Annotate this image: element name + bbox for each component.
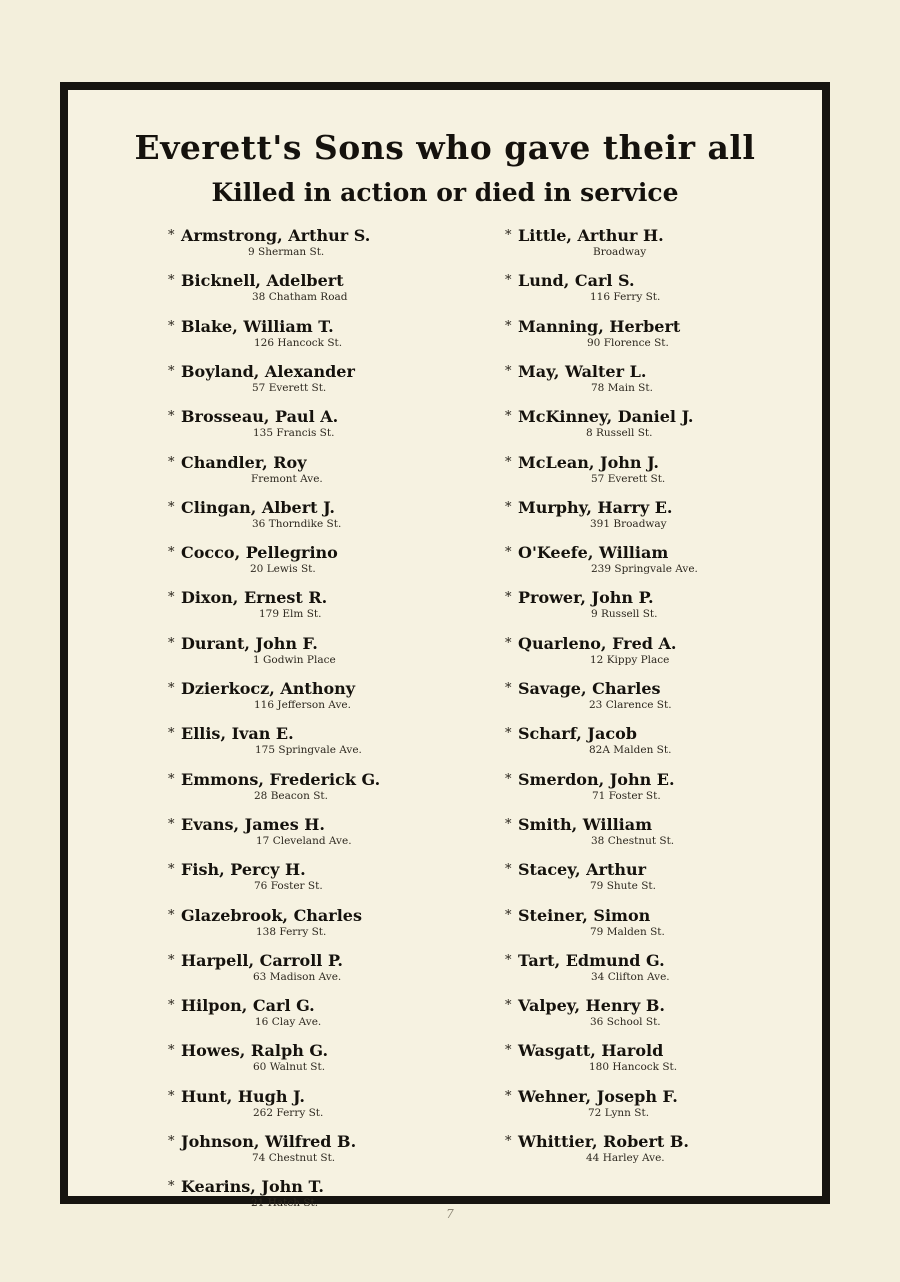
entry-name: Prower, John P. [518,588,654,608]
entry-name: Howes, Ralph G. [181,1041,329,1061]
list-item [168,362,498,402]
asterisk-icon: * [168,907,175,923]
entry-name: Murphy, Harry E. [518,497,673,517]
asterisk-icon: * [168,1088,175,1104]
asterisk-icon: * [505,726,512,742]
list-item [168,588,498,628]
asterisk-icon: * [168,499,175,515]
entry-address: 138 Ferry St. [256,925,327,938]
list-item [505,815,835,855]
entry-name: McLean, John J. [518,452,659,472]
entry-name: Johnson, Wilfred B. [181,1132,357,1151]
asterisk-icon: * [505,273,512,289]
entry-address: 8 Russell St. [586,427,653,440]
list-item [168,498,498,538]
entry-address: 63 Madison Ave. [253,970,342,983]
list-item [505,1087,835,1127]
asterisk-icon: * [505,409,512,425]
entry-name: Armstrong, Arthur S. [181,226,371,245]
list-item [168,271,498,311]
list-item [505,951,835,991]
entry-name: Harpell, Carroll P. [181,950,343,970]
entry-address: 126 Hancock St. [254,336,343,349]
list-item [168,634,498,674]
asterisk-icon: * [168,816,175,832]
entry-name: Little, Arthur H. [518,226,664,245]
entry-name: Boyland, Alexander [181,361,355,381]
entry-name: Wasgatt, Harold [518,1041,664,1061]
entry-name: May, Walter L. [518,361,647,381]
entry-name: Ellis, Ivan E. [181,724,294,744]
asterisk-icon: * [505,228,512,243]
asterisk-icon: * [505,862,512,878]
list-item [168,724,498,764]
entry-address: 72 Lynn St. [588,1106,650,1119]
list-item [168,1087,498,1127]
list-item [168,1041,498,1081]
list-item [168,906,498,946]
entry-name: Scharf, Jacob [518,724,637,744]
entry-address: 9 Sherman St. [248,246,325,258]
entry-name: Whittier, Robert B. [518,1132,689,1151]
asterisk-icon: * [505,1134,512,1149]
entry-address: 239 Springvale Ave. [591,563,698,576]
asterisk-icon: * [168,771,175,787]
list-item [168,860,498,900]
list-item [168,770,498,810]
entry-address: 34 Clifton Ave. [591,970,670,983]
list-item [168,226,498,266]
entry-name: Clingan, Albert J. [181,497,335,517]
asterisk-icon: * [168,1043,175,1059]
entry-name: Durant, John F. [181,633,318,653]
entry-address: Broadway [593,246,647,258]
memorial-frame [60,82,830,1210]
list-item [505,453,835,493]
entry-address: 57 Everett St. [591,472,666,485]
entry-name: Brosseau, Paul A. [181,407,339,427]
entry-address: 391 Broadway [590,517,667,530]
entry-name: Manning, Herbert [518,316,681,336]
asterisk-icon: * [505,681,512,696]
list-item [168,317,498,357]
entry-name: Kearins, John T. [181,1177,324,1197]
list-item [505,588,835,628]
list-item [168,453,498,493]
entry-address: 74 Chestnut St. [252,1152,336,1164]
entry-name: Savage, Charles [518,679,661,698]
entry-name: Fish, Percy H. [181,860,306,880]
entry-name: Smerdon, John E. [518,769,675,789]
asterisk-icon: * [168,635,175,651]
entry-address: 9 Russell St. [591,608,658,621]
entry-address: 20 Lewis St. [250,563,316,576]
asterisk-icon: * [168,273,175,289]
entry-name: Evans, James H. [181,814,325,834]
list-item [505,226,835,266]
entry-name: O'Keefe, William [518,543,669,563]
asterisk-icon: * [168,1134,175,1149]
asterisk-icon: * [168,998,175,1014]
asterisk-icon: * [505,545,512,561]
asterisk-icon: * [168,726,175,742]
entry-name: Dixon, Ernest R. [181,588,328,608]
entry-name: Quarleno, Fred A. [518,633,677,653]
asterisk-icon: * [505,952,512,968]
list-item [168,996,498,1036]
asterisk-icon: * [168,228,175,243]
asterisk-icon: * [505,1088,512,1104]
entry-name: Wehner, Joseph F. [518,1086,678,1106]
entry-name: Smith, William [518,814,653,834]
entry-address: 36 School St. [590,1016,661,1029]
entry-address: 90 Florence St. [587,336,669,349]
asterisk-icon: * [168,952,175,968]
list-item [168,951,498,991]
asterisk-icon: * [168,1179,175,1195]
entry-address: 28 Beacon St. [254,789,328,802]
asterisk-icon: * [505,454,512,470]
list-item [505,1132,835,1172]
list-item [168,815,498,855]
entry-address: 180 Hancock St. [589,1061,678,1074]
entry-address: 44 Harley Ave. [586,1152,665,1164]
list-item [505,362,835,402]
entry-name: Blake, William T. [181,316,334,336]
asterisk-icon: * [168,409,175,425]
list-item [168,679,498,719]
entry-address: 71 Foster St. [592,789,661,802]
asterisk-icon: * [168,681,175,696]
list-item [505,498,835,538]
entry-name: Hilpon, Carl G. [181,996,315,1016]
entry-name: Steiner, Simon [518,905,651,925]
entry-address: 17 Cleveland Ave. [256,834,352,847]
entry-address: 23 Clarence St. [589,699,672,711]
entry-address: 79 Shute St. [590,880,656,893]
asterisk-icon: * [505,363,512,379]
entry-address: 57 Everett St. [252,381,327,394]
list-item [168,543,498,583]
asterisk-icon: * [505,1043,512,1059]
asterisk-icon: * [168,318,175,334]
entry-address: 60 Walnut St. [253,1061,326,1074]
entry-name: Cocco, Pellegrino [181,543,338,563]
list-item [505,996,835,1036]
entry-address: 116 Ferry St. [590,291,661,304]
asterisk-icon: * [505,635,512,651]
list-item [505,679,835,719]
entry-address: Fremont Ave. [251,472,323,485]
entry-address: 36 Thorndike St. [252,517,342,530]
entry-address: 12 Kippy Place [590,653,670,666]
list-item [505,770,835,810]
entry-address: 179 Elm St. [259,608,322,621]
asterisk-icon: * [505,907,512,923]
entry-name: Lund, Carl S. [518,271,635,291]
asterisk-icon: * [505,318,512,334]
entry-address: 78 Main St. [591,381,653,394]
entry-address: 135 Francis St. [253,427,335,440]
entry-address: 76 Foster St. [254,880,323,893]
list-item [505,906,835,946]
asterisk-icon: * [168,590,175,606]
asterisk-icon: * [168,862,175,878]
page-title: Everett's Sons who gave their all [134,128,756,167]
entry-address: 21 Hatch St. [251,1197,319,1210]
entry-address: 116 Jefferson Ave. [254,699,351,711]
entry-address: 175 Springvale Ave. [255,744,362,757]
list-item [505,1041,835,1081]
list-item [168,1132,498,1172]
page-subtitle: Killed in action or died in service [211,178,679,207]
entry-name: Hunt, Hugh J. [181,1086,305,1106]
entry-name: Emmons, Frederick G. [181,769,381,789]
entry-address: 16 Clay Ave. [255,1016,322,1029]
asterisk-icon: * [505,590,512,606]
entry-name: Tart, Edmund G. [518,950,665,970]
asterisk-icon: * [505,998,512,1014]
list-item [505,860,835,900]
entry-name: Chandler, Roy [181,452,307,472]
entry-address: 82A Malden St. [589,744,672,757]
entry-name: Stacey, Arthur [518,860,647,880]
entry-name: Bicknell, Adelbert [181,271,344,291]
list-item [505,407,835,447]
entry-name: McKinney, Daniel J. [518,407,694,427]
list-item [505,271,835,311]
entry-address: 79 Malden St. [590,925,665,938]
asterisk-icon: * [505,771,512,787]
entry-name: Valpey, Henry B. [518,996,665,1016]
asterisk-icon: * [168,363,175,379]
entry-name: Dzierkocz, Anthony [181,679,356,698]
list-item [168,407,498,447]
page-number: 7 [446,1207,454,1221]
asterisk-icon: * [168,454,175,470]
asterisk-icon: * [168,545,175,561]
asterisk-icon: * [505,816,512,832]
list-item [505,724,835,764]
entry-address: 38 Chestnut St. [591,834,675,847]
list-item [505,634,835,674]
list-item [505,543,835,583]
asterisk-icon: * [505,499,512,515]
entry-address: 1 Godwin Place [253,653,336,666]
entry-address: 38 Chatham Road [252,291,348,304]
entry-address: 262 Ferry St. [253,1106,324,1119]
entry-name: Glazebrook, Charles [181,905,362,925]
list-item [505,317,835,357]
